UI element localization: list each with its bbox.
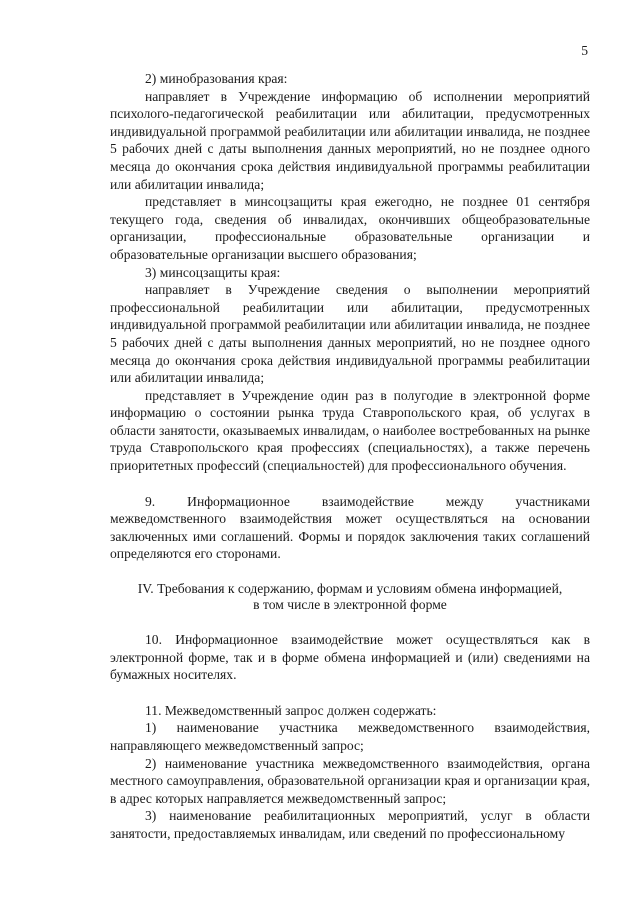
page-number: 5: [581, 43, 588, 58]
section-heading: [110, 581, 590, 613]
paragraph: направляет в Учреждение информацию об исполнении мероприятий психолого-педагогической реабилитации или абилитации, предусмотренных индивидуальной программой реабилитации или абилитации инвалида, не позднее 5 рабочих дней с даты выполнения данных мероприятий, но не позднее одного месяца до окончания срока действия индивидуальной программы реабилитации или абилитации инвалида;: [110, 88, 590, 192]
paragraph: представляет в Учреждение один раз в полугодие в электронной форме информацию о состоянии рынка труда Ставропольского края, об услугах в области занятости, оказываемых инвалидам, о наиболее востребованных на рынке труда Ставропольского края профессиях (специальностях), а также перечень приоритетных профессий (специальностей) для профессионального обучения.: [110, 387, 590, 474]
paragraph-9: 9. Информационное взаимодействие между участниками межведомственного взаимодействия может осуществляться на основании заключенных ими соглашений. Формы и порядок заключения таких соглашений определяются его сторонами.: [110, 493, 590, 562]
paragraph: 2) наименование участника межведомственного взаимодействия, органа местного самоуправления, образовательной организации края и организации края, в адрес которых направляется межведомственный запрос;: [110, 755, 590, 806]
paragraph-10: 10. Информационное взаимодействие может осуществляться как в электронной форме, так и в форме обмена информацией и (или) сведениями на бумажных носителях.: [110, 632, 590, 683]
document-body: [110, 70, 590, 843]
paragraph: 2) минобразования края:: [145, 71, 288, 86]
paragraph: 3) минсоцзащиты края:: [145, 264, 281, 280]
paragraph: 1) наименование участника межведомственного взаимодействия, направляющего межведомственный запрос;: [110, 720, 590, 753]
paragraph: направляет в Учреждение сведения о выполнении мероприятий профессиональной реабилитации или абилитации, предусмотренных индивидуальной программой реабилитации или абилитации инвалида, не позднее 5 рабочих дней с даты выполнения данных мероприятий, но не позднее одного месяца до окончания срока действия индивидуальной программы реабилитации или абилитации инвалида;: [110, 282, 590, 386]
paragraph-11: 11. Межведомственный запрос должен содержать:: [145, 702, 437, 718]
section-heading-line: IV. Требования к содержанию, формам и условиям обмена информацией,: [137, 581, 563, 597]
section-heading-line: в том числе в электронной форме: [253, 597, 447, 613]
paragraph: 3) наименование реабилитационных мероприятий, услуг в области занятости, предоставляемых инвалидам, или сведений по профессиональному: [110, 808, 590, 841]
paragraph: представляет в минсоцзащиты края ежегодно, не позднее 01 сентября текущего года, сведения об инвалидах, окончивших общеобразовательные организации, профессиональные образовательные организации и образовательные организации высшего образования;: [110, 194, 590, 262]
